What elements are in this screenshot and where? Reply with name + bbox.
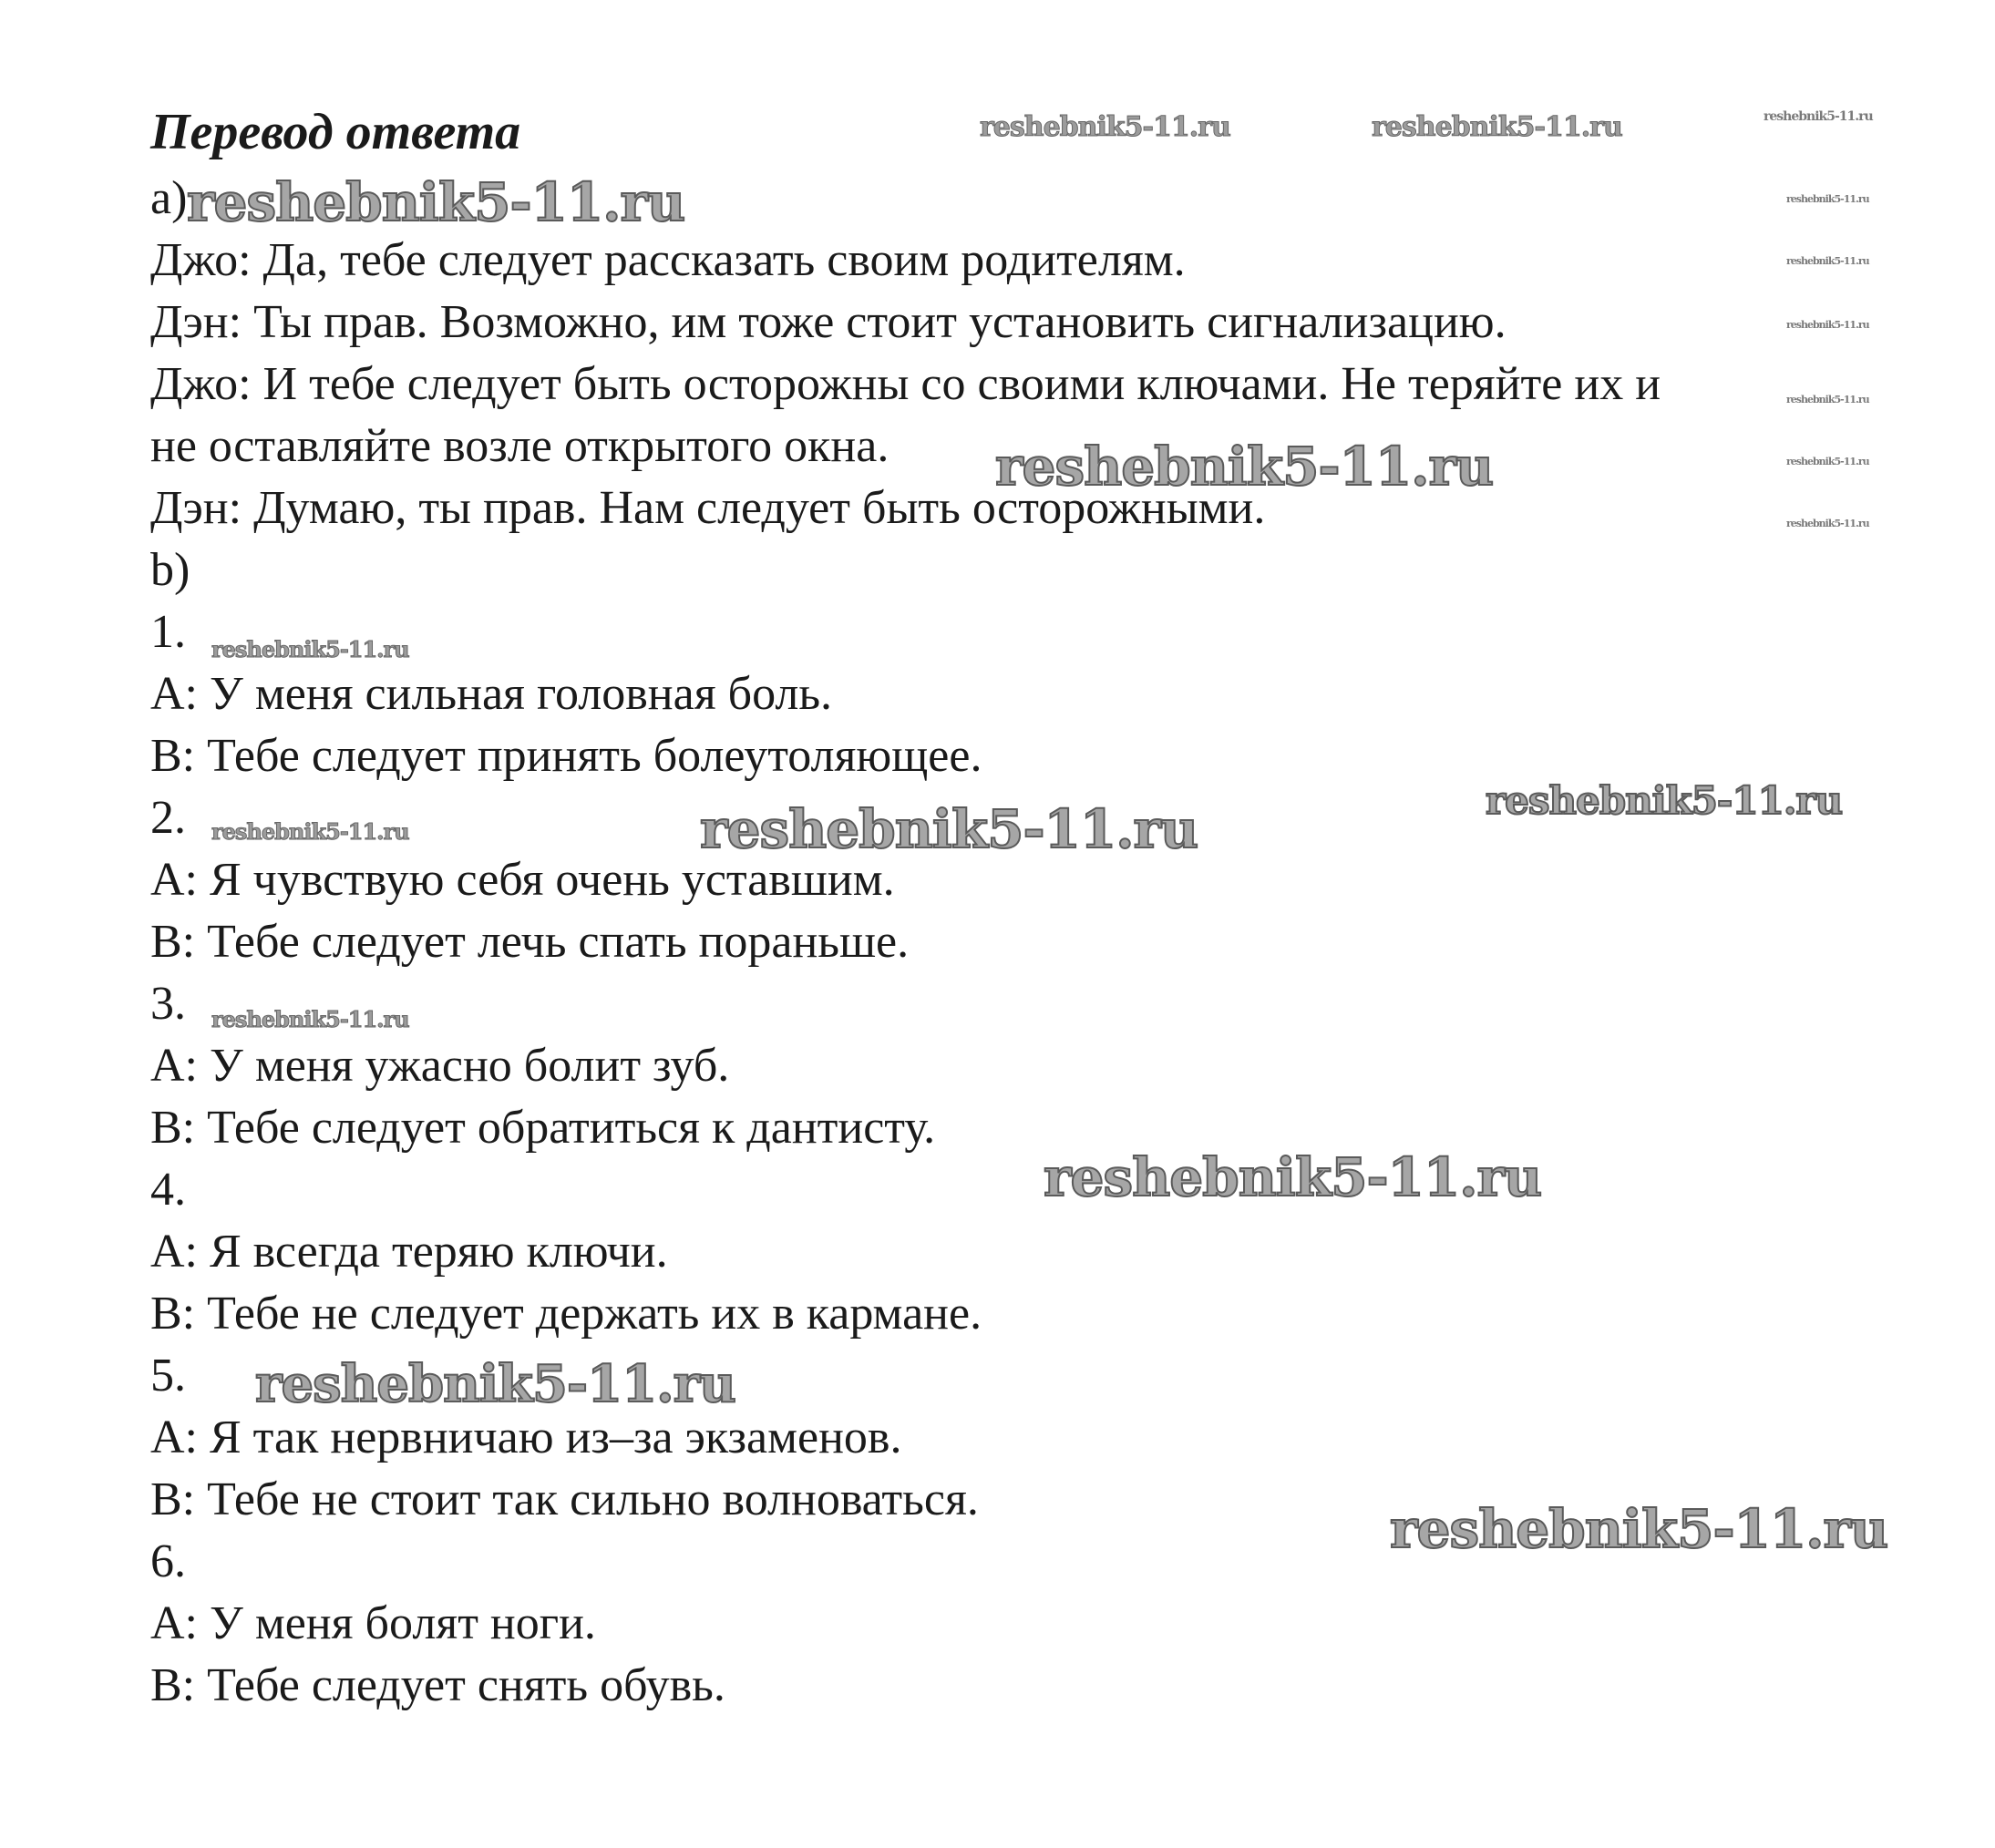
item-number: 4. xyxy=(150,1164,186,1216)
item-line-a: A: Я так нервничаю из–за экзаменов. xyxy=(150,1412,902,1463)
item-line-a: A: У меня ужасно болит зуб. xyxy=(150,1040,730,1092)
dialogue-line: Дэн: Думаю, ты прав. Нам следует быть осторожными. xyxy=(150,482,1266,534)
watermark: reshebnik5-11.ru xyxy=(1786,456,1869,467)
watermark: reshebnik5-11.ru xyxy=(187,171,685,233)
watermark: reshebnik5-11.ru xyxy=(211,636,409,662)
section-b-label: b) xyxy=(150,544,190,596)
item-line-b: B: Тебе следует снять обувь. xyxy=(150,1659,725,1711)
item-number: 6. xyxy=(150,1535,186,1587)
item-line-a: A: Я чувствую себя очень уставшим. xyxy=(150,854,895,906)
page-title: Перевод ответа xyxy=(150,104,521,160)
item-line-b: B: Тебе следует лечь спать пораньше. xyxy=(150,916,910,968)
item-line-b: B: Тебе следует принять болеутоляющее. xyxy=(150,730,982,782)
item-number: 5. xyxy=(150,1350,186,1401)
watermark: reshebnik5-11.ru xyxy=(1786,319,1869,331)
watermark: reshebnik5-11.ru xyxy=(1390,1498,1888,1560)
item-line-b: B: Тебе не стоит так сильно волноваться. xyxy=(150,1473,979,1525)
watermark: reshebnik5-11.ru xyxy=(1486,778,1843,823)
watermark: reshebnik5-11.ru xyxy=(255,1354,735,1414)
section-a-label: a) xyxy=(150,172,188,224)
item-number: 2. xyxy=(150,792,186,844)
item-line-b: B: Тебе следует обратиться к дантисту. xyxy=(150,1102,936,1154)
watermark: reshebnik5-11.ru xyxy=(700,798,1198,860)
watermark: reshebnik5-11.ru xyxy=(211,818,409,845)
watermark: reshebnik5-11.ru xyxy=(1786,255,1869,267)
item-line-a: A: Я всегда теряю ключи. xyxy=(150,1226,668,1278)
watermark: reshebnik5-11.ru xyxy=(980,111,1230,143)
watermark: reshebnik5-11.ru xyxy=(1372,111,1622,143)
watermark: reshebnik5-11.ru xyxy=(1764,109,1873,124)
item-number: 3. xyxy=(150,978,186,1030)
item-line-a: A: У меня сильная головная боль. xyxy=(150,668,833,720)
watermark: reshebnik5-11.ru xyxy=(1786,394,1869,406)
item-line-b: B: Тебе не следует держать их в кармане. xyxy=(150,1288,982,1340)
watermark: reshebnik5-11.ru xyxy=(1044,1146,1542,1208)
item-number: 1. xyxy=(150,606,186,658)
dialogue-line: Джо: И тебе следует быть осторожны со своими ключами. Не теряйте их и xyxy=(150,358,1661,410)
watermark: reshebnik5-11.ru xyxy=(211,1006,409,1032)
dialogue-line: не оставляйте возле открытого окна. xyxy=(150,420,890,472)
dialogue-line: Джо: Да, тебе следует рассказать своим родителям. xyxy=(150,234,1186,286)
item-line-a: A: У меня болят ноги. xyxy=(150,1597,596,1649)
dialogue-line: Дэн: Ты прав. Возможно, им тоже стоит установить сигнализацию. xyxy=(150,296,1507,348)
watermark: reshebnik5-11.ru xyxy=(1786,193,1869,205)
watermark: reshebnik5-11.ru xyxy=(1786,518,1869,529)
watermark: reshebnik5-11.ru xyxy=(995,436,1494,498)
